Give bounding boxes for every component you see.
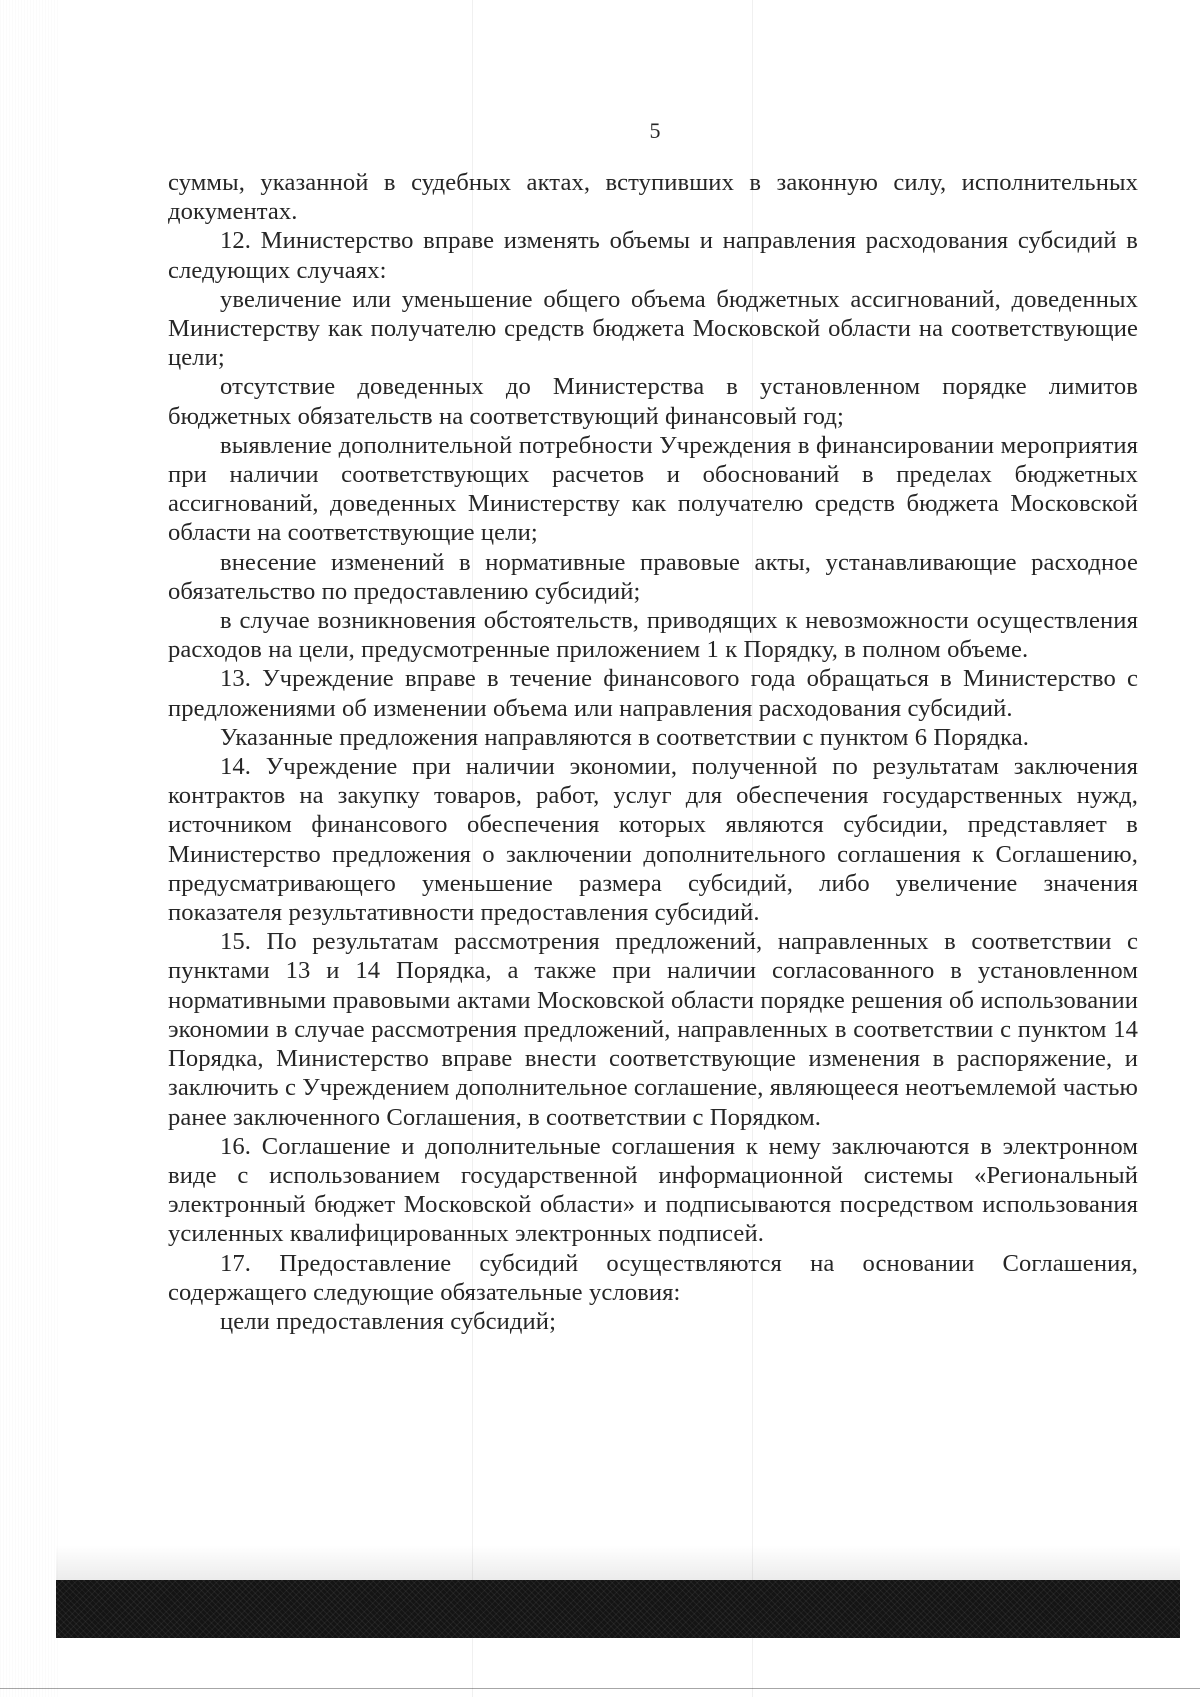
paragraph: выявление дополнительной потребности Учреждения в финансировании мероприятия при наличии соответствующих расчетов и обоснований в пределах бюджетных ассигнований, доведенных Министерству как получателю средств бюджета Московской области на соответствующие цели; [168, 431, 1138, 547]
paragraph: увеличение или уменьшение общего объема бюджетных ассигнований, доведенных Министерству как получателю средств бюджета Московской области на соответствующие цели; [168, 285, 1138, 372]
document-body [168, 168, 1138, 1336]
page-bottom-edge [0, 1688, 1200, 1689]
paragraph: суммы, указанной в судебных актах, вступивших в законную силу, исполнительных документах. [168, 169, 1138, 226]
paragraph: 13. Учреждение вправе в течение финансового года обращаться в Министерство с предложениями об изменении объема или направления расходования субсидий. [168, 665, 1138, 722]
scan-shadow [56, 1545, 1180, 1581]
page-number: 5 [649, 118, 661, 143]
paragraph: внесение изменений в нормативные правовые акты, устанавливающие расходное обязательство по предоставлению субсидий; [168, 548, 1138, 605]
paragraph: цели предоставления субсидий; [220, 1307, 556, 1335]
paragraph: 12. Министерство вправе изменять объемы и направления расходования субсидий в следующих случаях: [168, 227, 1138, 284]
paragraph: 15. По результатам рассмотрения предложений, направленных в соответствии с пунктами 13 и 14 Порядка, а также при наличии согласованного в установленном нормативными правовыми актами Московской области порядке решения об использовании экономии в случае рассмотрения предложений, направленных в соответствии с пунктом 14 Порядка, Министерство вправе внести соответствующие изменения в распоряжение, и заключить с Учреждением дополнительное соглашение, являющееся неотъемлемой частью ранее заключенного Соглашения, в соответствии с Порядком. [168, 928, 1138, 1131]
paragraph: Указанные предложения направляются в соответствии с пунктом 6 Порядка. [220, 723, 1030, 751]
paragraph: отсутствие доведенных до Министерства в установленном порядке лимитов бюджетных обязательств на соответствующий финансовый год; [168, 373, 1138, 430]
paragraph: 17. Предоставление субсидий осуществляются на основании Соглашения, содержащего следующие обязательные условия: [168, 1249, 1138, 1306]
paragraph: в случае возникновения обстоятельств, приводящих к невозможности осуществления расходов на цели, предусмотренные приложением 1 к Порядку, в полном объеме. [168, 607, 1138, 664]
paragraph: 14. Учреждение при наличии экономии, полученной по результатам заключения контрактов на закупку товаров, работ, услуг для обеспечения государственных нужд, источником финансового обеспечения которых являются субсидии, представляет в Министерство предложения о заключении дополнительного соглашения к Соглашению, предусматривающего уменьшение размера субсидий, либо увеличение значения показателя результативности предоставления субсидий. [168, 753, 1138, 927]
scan-dark-band [56, 1580, 1180, 1638]
paragraph: 16. Соглашение и дополнительные соглашения к нему заключаются в электронном виде с использованием государственной информационной системы «Региональный электронный бюджет Московской области» и подписываются посредством использования усиленных квалифицированных электронных подписей. [168, 1132, 1138, 1248]
scan-margin-noise [0, 0, 60, 1697]
